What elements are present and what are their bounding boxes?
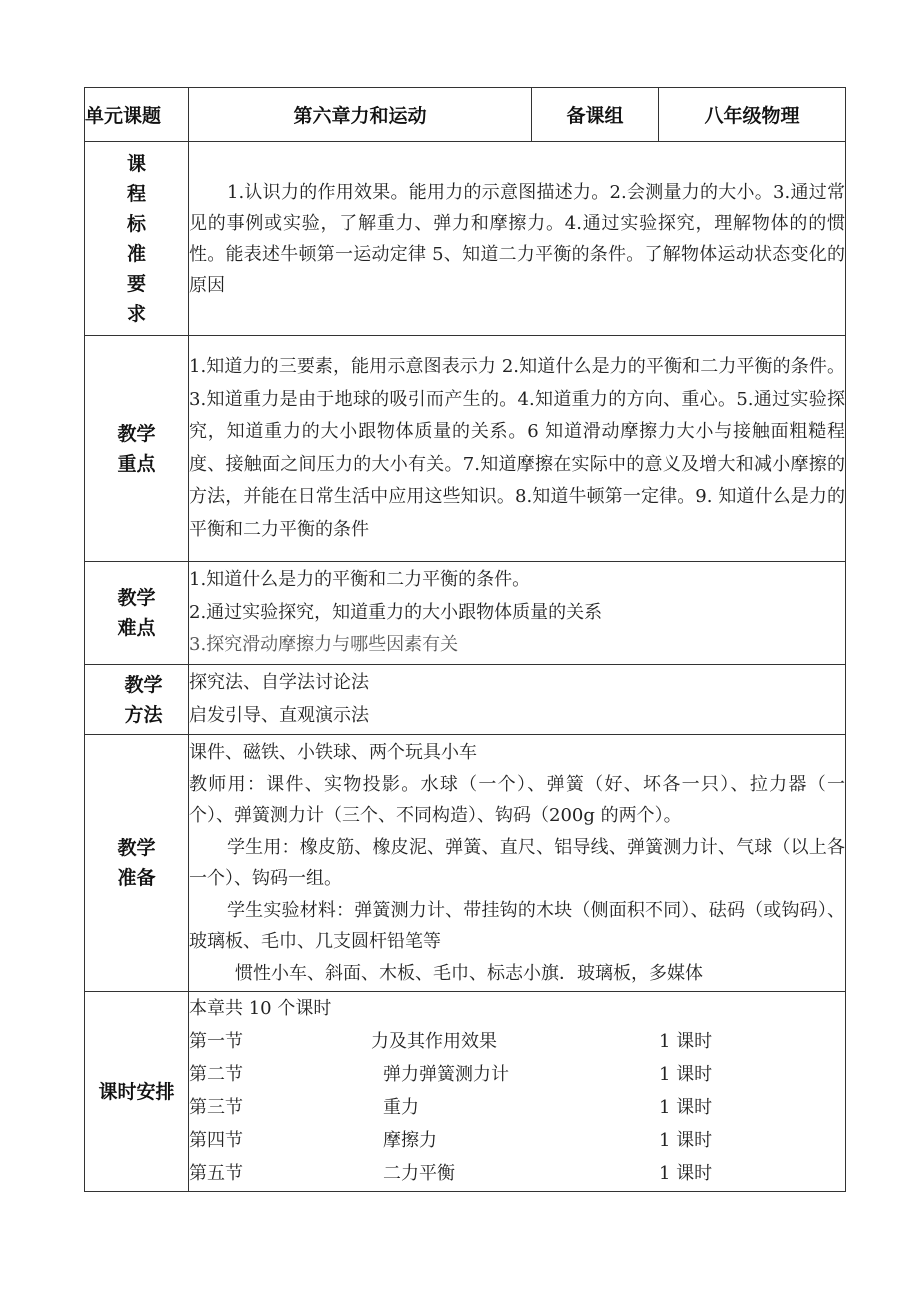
- preparation-label: [85, 735, 189, 992]
- group-value: 八年级物理: [659, 88, 846, 142]
- section-hours: 1 课时: [659, 1163, 713, 1184]
- curriculum-standards-row: [85, 142, 846, 336]
- schedule-item: [189, 1025, 845, 1058]
- label-line: 难点: [117, 617, 156, 639]
- curriculum-standards-content: [189, 142, 846, 336]
- label-line: 教学: [117, 422, 156, 445]
- key-points-label: [85, 336, 189, 562]
- curriculum-standards-text: 1.认识力的作用效果。能用力的示意图描述力。2.会测量力的大小。3.通过常见的事例或实验，了解重力、弹力和摩擦力。4.通过实验探究，理解物体的的惯性。能表述牛顿第一运动定律 5、知道二力平衡的条件。了解物体运动状态变化的原因: [189, 181, 845, 296]
- label-char: 标: [126, 212, 146, 235]
- difficulty-item: 3.探究滑动摩擦力与哪些因素有关: [189, 634, 459, 656]
- schedule-item: [189, 1124, 845, 1157]
- section-hours: 1 课时: [659, 1064, 713, 1085]
- unit-title: 第六章力和运动: [189, 88, 532, 142]
- difficulty-item: 2.通过实验探究，知道重力的大小跟物体质量的关系: [189, 601, 603, 623]
- difficulty-item: 1.知道什么是力的平衡和二力平衡的条件。: [189, 569, 531, 591]
- schedule-item: [189, 1058, 845, 1091]
- preparation-experiment: 学生实验材料：弹簧测力计、带挂钩的木块（侧面积不同）、砝码（或钩码）、玻璃板、毛巾、几支圆杆铅笔等: [189, 899, 845, 952]
- schedule-total-text: 本章共 10 个课时: [189, 998, 332, 1019]
- section-hours: 1 课时: [659, 1097, 713, 1118]
- label-char: 求: [126, 302, 146, 325]
- preparation-content: [189, 735, 846, 992]
- label-line: 教学: [117, 837, 156, 859]
- method-item: 启发引导、直观演示法: [189, 704, 369, 726]
- label-char: 程: [126, 182, 146, 205]
- preparation-student: 学生用：橡皮筋、橡皮泥、弹簧、直尺、铝导线、弹簧测力计、气球（以上各一个）、钩码一组。: [189, 836, 845, 889]
- section-topic: 力及其作用效果: [371, 1031, 497, 1052]
- label-char: 课: [126, 152, 146, 175]
- schedule-item: [189, 1091, 845, 1124]
- section-name: 第五节: [189, 1163, 243, 1184]
- method-item: 探究法、自学法讨论法: [189, 672, 369, 693]
- label-line: 教学: [124, 673, 163, 696]
- difficulties-row: [85, 562, 846, 665]
- section-name: 第二节: [189, 1064, 243, 1085]
- methods-content: [189, 665, 846, 735]
- schedule-label: 课时安排: [85, 992, 189, 1192]
- difficulties-content: [189, 562, 846, 665]
- key-points-content: [189, 336, 846, 562]
- label-line: 准备: [117, 867, 156, 889]
- preparation-row: [85, 735, 846, 992]
- curriculum-standards-label: [85, 142, 189, 336]
- methods-row: [85, 665, 846, 735]
- section-topic: 摩擦力: [383, 1130, 437, 1151]
- lesson-plan-table: [84, 87, 846, 1192]
- preparation-teacher: 教师用：课件、实物投影。水球（一个）、弹簧（好、坏各一只）、拉力器（一个）、弹簧测力计（三个、不同构造）、钩码（200g 的两个）。: [189, 773, 845, 826]
- preparation-general: 课件、磁铁、小铁球、两个玩具小车: [189, 742, 477, 763]
- section-topic: 重力: [383, 1097, 419, 1118]
- schedule-item: [189, 1157, 845, 1190]
- section-hours: 1 课时: [659, 1130, 713, 1151]
- schedule-content: [189, 992, 846, 1192]
- label-line: 方法: [124, 703, 163, 726]
- section-name: 第四节: [189, 1130, 243, 1151]
- section-name: 第三节: [189, 1097, 243, 1118]
- section-hours: 1 课时: [659, 1031, 713, 1052]
- methods-label: [85, 665, 189, 735]
- label-line: 重点: [117, 452, 156, 475]
- key-points-text: 1.知道力的三要素，能用示意图表示力 2.知道什么是力的平衡和二力平衡的条件。3.知道重力是由于地球的吸引而产生的。4.知道重力的方向、重心。5.通过实验探究，知道重力的大小跟物体质量的关系。6 知道滑动摩擦力大小与接触面粗糙程度、接触面之间压力的大小有关。7.知道摩擦在实际中的意义及增大和减小摩擦的方法，并能在日常生活中应用这些知识。8.知道牛顿第一定律。9. 知道什么是力的平衡和二力平衡的条件: [189, 356, 845, 540]
- section-topic: 弹力弹簧测力计: [383, 1064, 509, 1085]
- schedule-total: [189, 992, 845, 1025]
- group-label: 备课组: [532, 88, 659, 142]
- unit-label: 单元课题: [85, 88, 189, 142]
- label-line: 教学: [117, 587, 156, 609]
- schedule-row: [85, 992, 846, 1192]
- section-topic: 二力平衡: [383, 1163, 455, 1184]
- difficulties-label: [85, 562, 189, 665]
- label-char: 准: [126, 242, 146, 265]
- key-points-row: [85, 336, 846, 562]
- header-row: [85, 88, 846, 142]
- section-name: 第一节: [189, 1031, 243, 1052]
- label-char: 要: [126, 272, 146, 295]
- lesson-plan-page: [84, 87, 844, 1192]
- preparation-inertia: 惯性小车、斜面、木板、毛巾、标志小旗．玻璃板，多媒体: [235, 962, 703, 984]
